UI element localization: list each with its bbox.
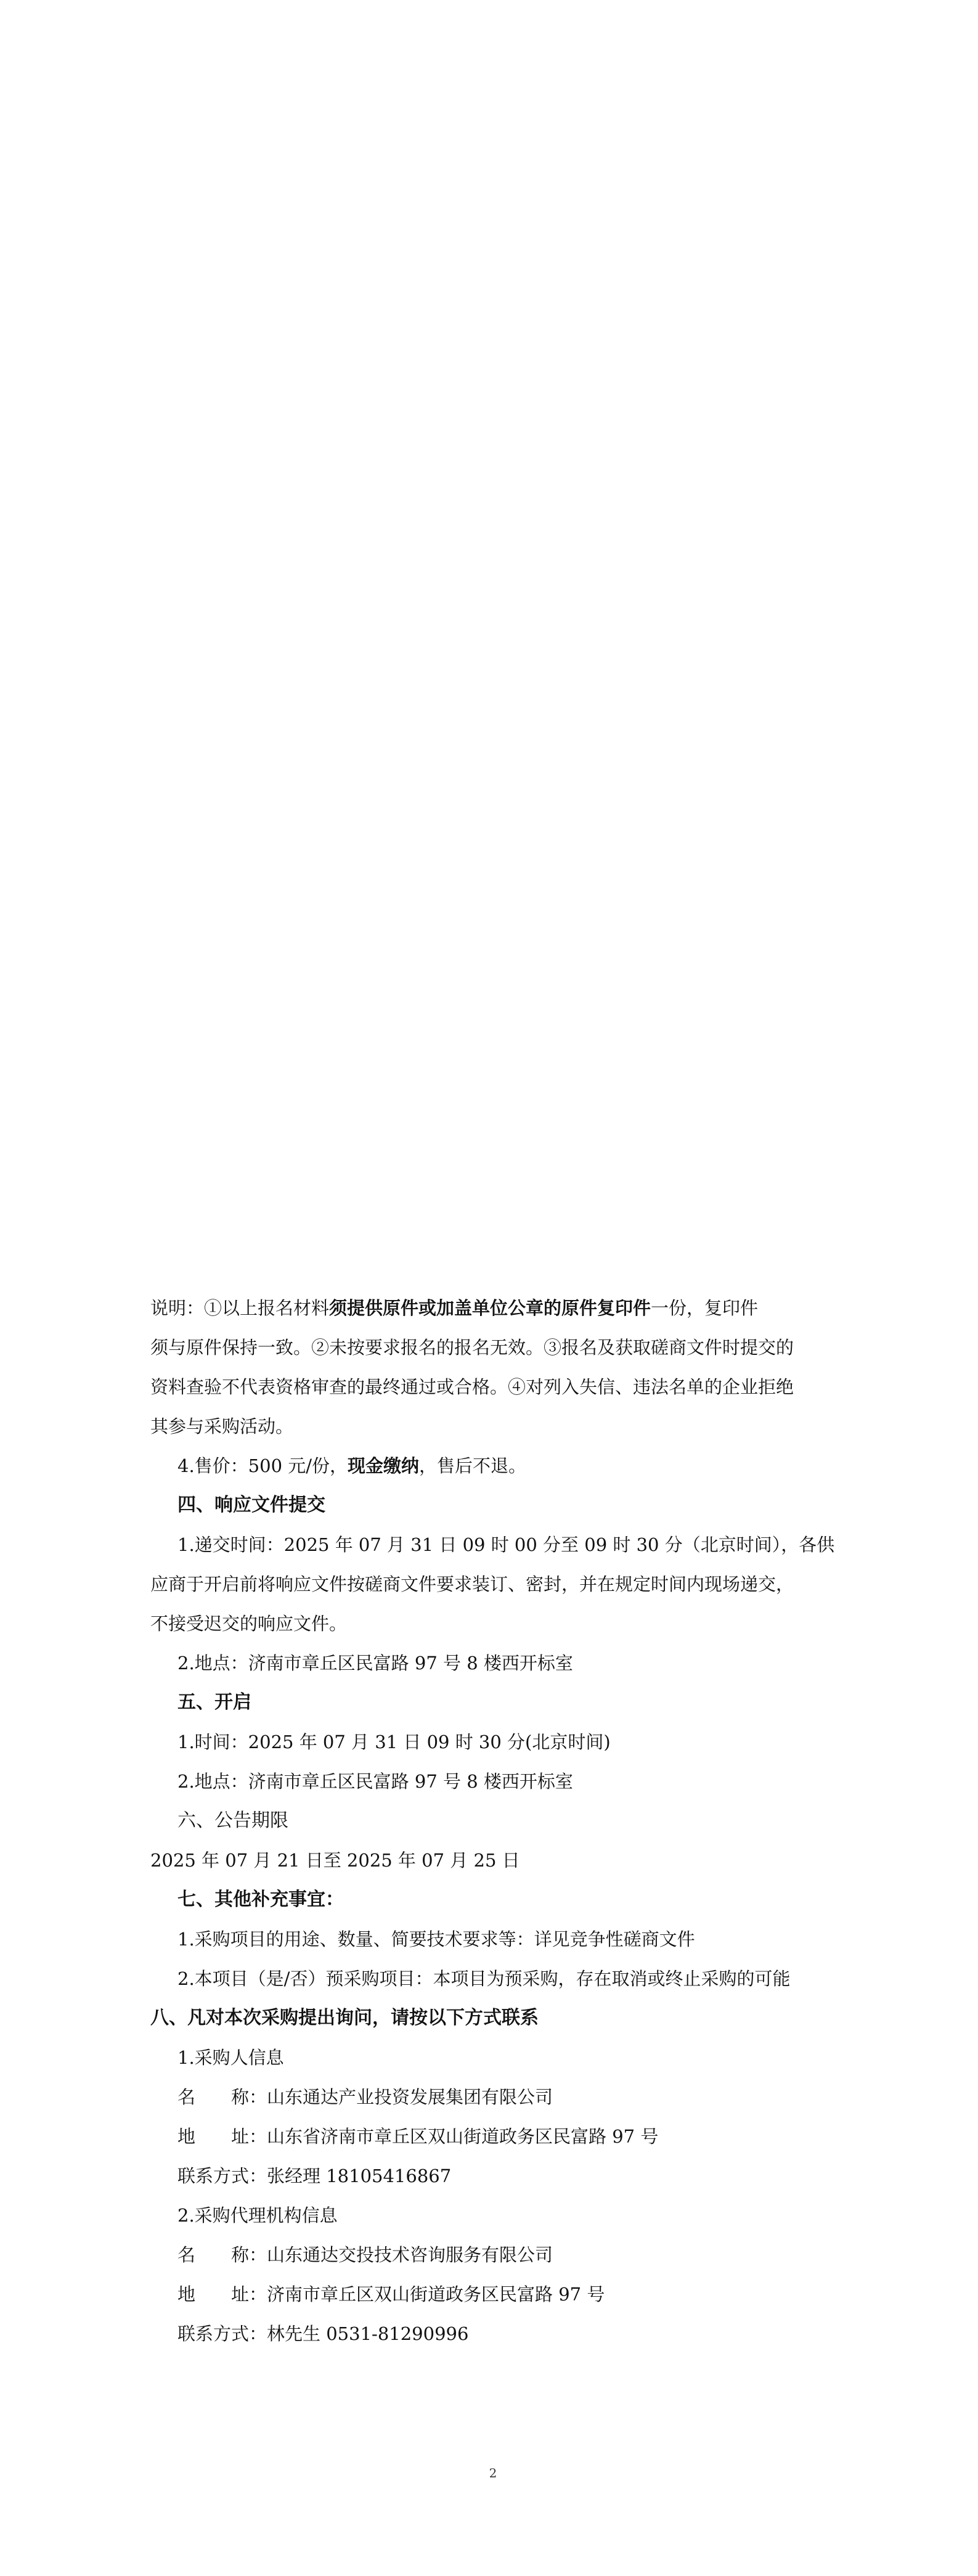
buyer-address-key: 地 址：: [177, 2126, 267, 2147]
agent-contact: 联系方式：林先生 0531-81290996: [177, 2323, 469, 2344]
agent-title: 2.采购代理机构信息: [177, 2205, 338, 2226]
submit-time-a: 1.递交时间：2025 年 07 月 31 日 09 时 00 分至 09 时 30 分（北京时间），各供: [177, 1534, 835, 1555]
other-item-2: 2.本项目（是/否）预采购项目：本项目为预采购，存在取消或终止采购的可能: [177, 1968, 791, 1989]
other-item-1: 1.采购项目的用途、数量、简要技术要求等：详见竞争性磋商文件: [177, 1929, 695, 1950]
note-plain-a: 说明：①以上报名材料: [150, 1298, 330, 1319]
open-place: 2.地点：济南市章丘区民富路 97 号 8 楼西开标室: [177, 1771, 573, 1792]
section-6-heading: 六、公告期限: [177, 1810, 288, 1831]
agent-name-value: 山东通达交投技术咨询服务有限公司: [267, 2244, 553, 2265]
section-8-heading: 八、凡对本次采购提出询问，请按以下方式联系: [150, 2007, 539, 2029]
page-2-content: [150, 1288, 855, 2353]
buyer-name-key: 名 称：: [177, 2087, 267, 2108]
announce-period: 2025 年 07 月 21 日至 2025 年 07 月 25 日: [150, 1850, 520, 1871]
buyer-name-value: 山东通达产业投资发展集团有限公司: [267, 2087, 553, 2108]
note-line-1: [150, 1288, 855, 1328]
section-7-heading: 七、其他补充事宜：: [177, 1889, 344, 1910]
submit-place: 2.地点：济南市章丘区民富路 97 号 8 楼西开标室: [177, 1653, 573, 1674]
submit-time-c: 不接受迟交的响应文件。: [150, 1613, 348, 1634]
agent-address: [177, 2275, 855, 2314]
submit-time-b: 应商于开启前将响应文件按磋商文件要求装订、密封，并在规定时间内现场递交，: [150, 1574, 794, 1595]
note-plain-b: 一份，复印件: [651, 1298, 759, 1319]
note-line-4: 其参与采购活动。: [150, 1416, 294, 1437]
open-time: 1.时间：2025 年 07 月 31 日 09 时 30 分(北京时间): [177, 1732, 611, 1752]
note-line-2: 须与原件保持一致。②未按要求报名的报名无效。③报名及获取磋商文件时提交的: [150, 1337, 794, 1358]
buyer-address-value: 山东省济南市章丘区双山街道政务区民富路 97 号: [267, 2126, 659, 2147]
page-number-2: 2: [489, 2466, 497, 2480]
buyer-name: [177, 2077, 855, 2117]
fee-line: [177, 1446, 855, 1486]
buyer-title: 1.采购人信息: [177, 2047, 284, 2068]
fee-plain: 4.售价：500 元/份，: [177, 1455, 348, 1476]
agent-name: [177, 2235, 855, 2275]
agent-name-key: 名 称：: [177, 2244, 267, 2265]
section-4-heading: 四、响应文件提交: [177, 1494, 325, 1516]
section-5-heading: 五、开启: [177, 1691, 251, 1713]
fee-bold: 现金缴纳: [348, 1455, 420, 1476]
fee-tail: ，售后不退。: [419, 1455, 527, 1476]
note-bold: 须提供原件或加盖单位公章的原件复印件: [329, 1298, 651, 1319]
agent-address-value: 济南市章丘区双山街道政务区民富路 97 号: [267, 2284, 605, 2305]
agent-address-key: 地 址：: [177, 2284, 267, 2305]
buyer-address: [177, 2117, 855, 2156]
buyer-contact: 联系方式：张经理 18105416867: [177, 2165, 452, 2186]
note-line-3: 资料查验不代表资格审查的最终通过或合格。④对列入失信、违法名单的企业拒绝: [150, 1376, 794, 1397]
